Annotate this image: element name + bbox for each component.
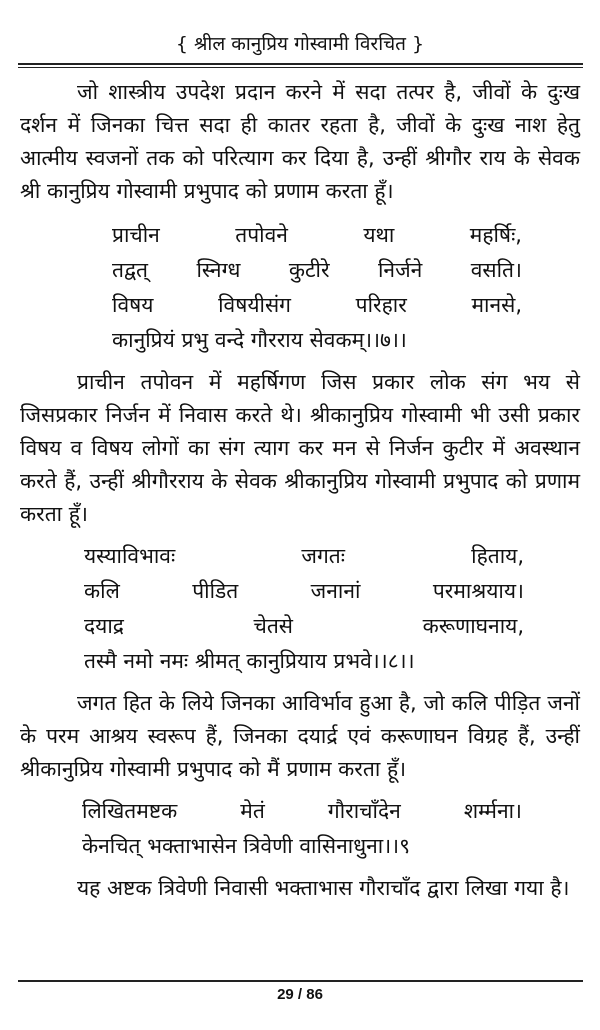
verse-line: केनचित् भक्ताभासेन त्रिवेणी वासिनाधुना।।९ bbox=[82, 834, 411, 858]
verse-line: तस्मै नमो नमः श्रीमत् कानुप्रियाय प्रभवे।।८।। bbox=[84, 649, 415, 673]
verse-line: कानुप्रियं प्रभु वन्दे गौरराय सेवकम्।।७।। bbox=[112, 328, 407, 352]
verse-line: यस्याविभावः जगतः हिताय, bbox=[84, 544, 524, 568]
verse-line: लिखितमष्टक मेतं गौराचाँदेन शर्म्मना। bbox=[82, 799, 522, 823]
verse-line: विषय विषयीसंग परिहार मानसे, bbox=[112, 293, 522, 317]
page-header: { श्रील कानुप्रिय गोस्वामी विरचित } bbox=[175, 33, 425, 55]
verse-line: प्राचीन तपोवने यथा महर्षिः, bbox=[112, 223, 522, 247]
verse-line: तद्वत् स्निग्ध कुटीरे निर्जने वसति। bbox=[112, 258, 522, 282]
verse-9 bbox=[82, 794, 522, 864]
page-number: 29 / 86 bbox=[277, 986, 323, 1003]
page-body bbox=[20, 76, 580, 913]
verse-line: दयाद्र चेतसे करूणाघनाय, bbox=[84, 614, 524, 638]
paragraph-2: प्राचीन तपोवन में महर्षिगण जिस प्रकार लोक संग भय से जिसप्रकार निर्जन में निवास करते थे। श्रीकानुप्रिय गोस्वामी भी उसी प्रकार विषय व विषय लोगों का संग त्याग कर मन से निर्जन कुटीर में अवस्थान करते हैं, उन्हीं श्रीगौरराय के सेवक श्रीकानुप्रिय गोस्वामी प्रभुपाद को प्रणाम करता हूँ। bbox=[20, 370, 580, 526]
verse-7 bbox=[112, 218, 522, 358]
header-divider bbox=[18, 63, 583, 65]
header-divider-thin bbox=[18, 67, 583, 68]
paragraph-1: जो शास्त्रीय उपदेश प्रदान करने में सदा तत्पर है, जीवों के दुःख दर्शन में जिनका चित्त सदा ही कातर रहता है, जीवों के दुःख नाश हेतु आत्मीय स्वजनों तक को परित्याग कर दिया है, उन्हीं श्रीगौर राय के सेवक श्री कानुप्रिय गोस्वामी प्रभुपाद को प्रणाम करता हूँ। bbox=[20, 80, 580, 203]
paragraph-3: जगत हित के लिये जिनका आविर्भाव हुआ है, जो कलि पीड़ित जनों के परम आश्रय स्वरूप हैं, जिनका दयार्द्र एवं करूणाघन विग्रह हैं, उन्हीं श्रीकानुप्रिय गोस्वामी प्रभुपाद को मैं प्रणाम करता हूँ। bbox=[20, 691, 580, 781]
verse-line: कलि पीडित जनानां परमाश्रयाय। bbox=[84, 579, 524, 603]
footer-divider bbox=[18, 980, 583, 982]
paragraph-4: यह अष्टक त्रिवेणी निवासी भक्ताभास गौराचाँद द्वारा लिखा गया है। bbox=[77, 876, 570, 900]
verse-8 bbox=[84, 539, 524, 679]
